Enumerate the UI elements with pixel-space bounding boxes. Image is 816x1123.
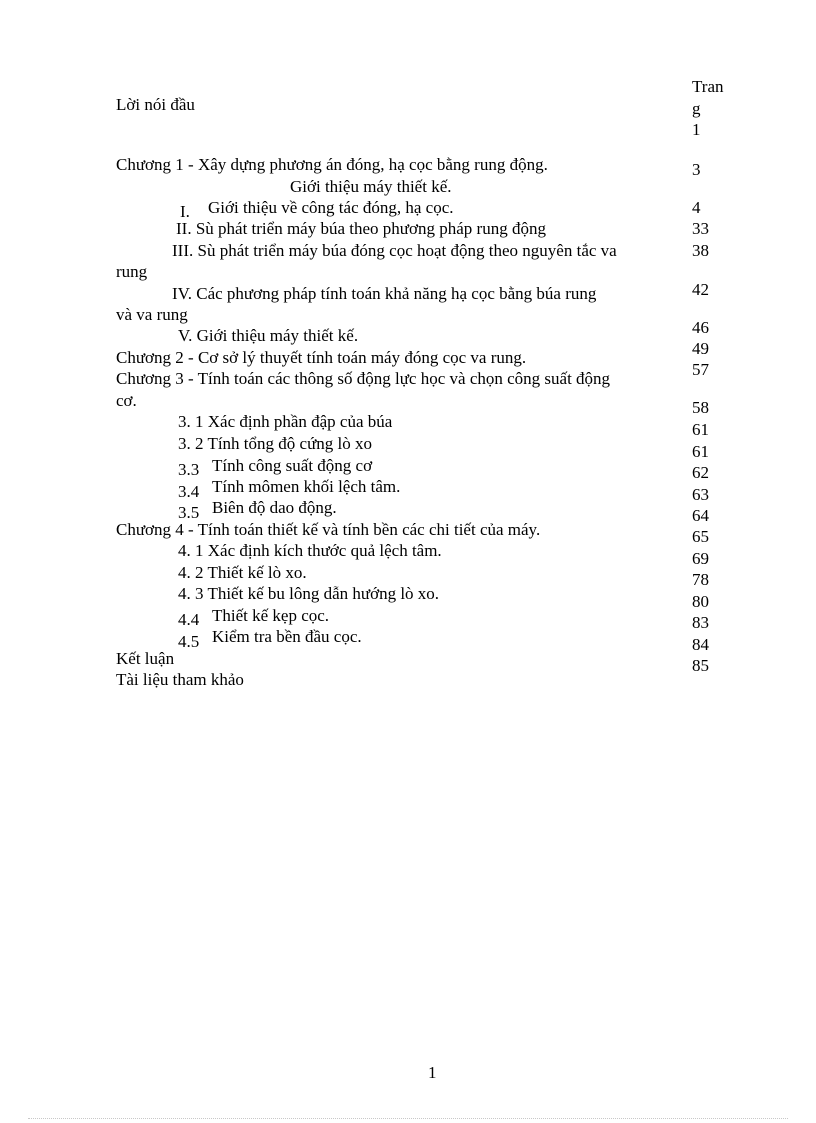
toc-entry-c3-3: Tính công suất động cơ [212, 456, 373, 475]
toc-page-chapter-3: 57 [692, 360, 709, 379]
toc-marker-c3-3: 3.3 [178, 460, 200, 479]
toc-entry-c1-v: V. Giới thiệu máy thiết kế. [178, 326, 359, 345]
toc-page-chapter-2: 49 [692, 339, 709, 358]
toc-page-c1-iii: 38 [692, 241, 709, 260]
toc-entry-chapter-1: Chương 1 - Xây dựng phương án đóng, hạ cọc bằng rung động. [116, 155, 548, 174]
toc-page-c1-v: 46 [692, 318, 709, 337]
toc-page-c3-5: 63 [692, 485, 709, 504]
toc-marker-c3-5: 3.5 [178, 503, 200, 522]
toc-entry-chapter-3-cont: cơ. [116, 391, 137, 410]
toc-marker-c1-i: I. [180, 202, 190, 221]
page-column-label: g [692, 99, 701, 118]
toc-marker-c4-5: 4.5 [178, 632, 200, 651]
toc-entry-c4-2: 4. 2 Thiết kế lò xo. [178, 563, 307, 582]
toc-entry-references: Tài liệu tham khảo [116, 670, 244, 689]
toc-entry-chapter-3: Chương 3 - Tính toán các thông số động lực học và chọn công suất động [116, 369, 611, 388]
toc-page-references: 85 [692, 656, 709, 675]
toc-entry-c4-3: 4. 3 Thiết kế bu lông dẫn hướng lò xo. [178, 584, 440, 603]
toc-page-c4-1: 65 [692, 527, 709, 546]
toc-entry-c3-4: Tính mômen khối lệch tâm. [212, 477, 401, 496]
toc-entry-c1-iv: IV. Các phương pháp tính toán khả năng hạ cọc bằng búa rung [172, 284, 597, 303]
footer-page-number: 1 [428, 1063, 437, 1082]
toc-entry-chapter-2: Chương 2 - Cơ sở lý thuyết tính toán máy đóng cọc va rung. [116, 348, 527, 367]
toc-page-c1-i: 4 [692, 198, 701, 217]
toc-entry-c4-5: Kiểm tra bền đầu cọc. [212, 627, 362, 646]
toc-marker-c3-4: 3.4 [178, 482, 200, 501]
page-column-label: Tran [692, 77, 724, 96]
toc-entry-c3-1: 3. 1 Xác định phần đập của búa [178, 412, 393, 431]
toc-page-c1-iv: 42 [692, 280, 709, 299]
toc-entry-chapter-4: Chương 4 - Tính toán thiết kế và tính bền các chi tiết của máy. [116, 520, 541, 539]
toc-page-c1-ii: 33 [692, 219, 709, 238]
toc-page-c4-5: 83 [692, 613, 709, 632]
footer-divider [28, 1118, 788, 1119]
toc-entry-c3-5: Biên độ dao động. [212, 498, 337, 517]
toc-page-c3-3: 61 [692, 442, 709, 461]
toc-entry-c4-1: 4. 1 Xác định kích thước quả lệch tâm. [178, 541, 442, 560]
toc-entry-c1-i: Giới thiệu về công tác đóng, hạ cọc. [208, 198, 454, 217]
toc-page-chapter-1: 3 [692, 160, 701, 179]
toc-entry-c3-2: 3. 2 Tính tổng độ cứng lò xo [178, 434, 373, 453]
toc-page-c4-3: 78 [692, 570, 709, 589]
toc-page-c4-2: 69 [692, 549, 709, 568]
toc-page-conclusion: 84 [692, 635, 709, 654]
toc-page-c3-2: 61 [692, 420, 709, 439]
toc-entry-chapter-1-cont: Giới thiệu máy thiết kế. [290, 177, 452, 196]
toc-page-c3-1: 58 [692, 398, 709, 417]
toc-page-c4-4: 80 [692, 592, 709, 611]
toc-entry-c4-4: Thiết kế kẹp cọc. [212, 606, 330, 625]
toc-entry-c1-iii-cont: rung [116, 262, 148, 281]
toc-entry-c1-iv-cont: và va rung [116, 305, 188, 324]
toc-page-chapter-4: 64 [692, 506, 709, 525]
toc-entry-c1-iii: III. Sù phát triển máy búa đóng cọc hoạt động theo nguyên tắc va [172, 241, 617, 260]
page-column-label: 1 [692, 120, 701, 139]
toc-page-c3-4: 62 [692, 463, 709, 482]
toc-marker-c4-4: 4.4 [178, 610, 200, 629]
toc-entry-preface: Lời nói đầu [116, 95, 195, 114]
toc-entry-c1-ii: II. Sù phát triển máy búa theo phương pháp rung động [176, 219, 546, 238]
toc-entry-conclusion: Kết luận [116, 649, 175, 668]
